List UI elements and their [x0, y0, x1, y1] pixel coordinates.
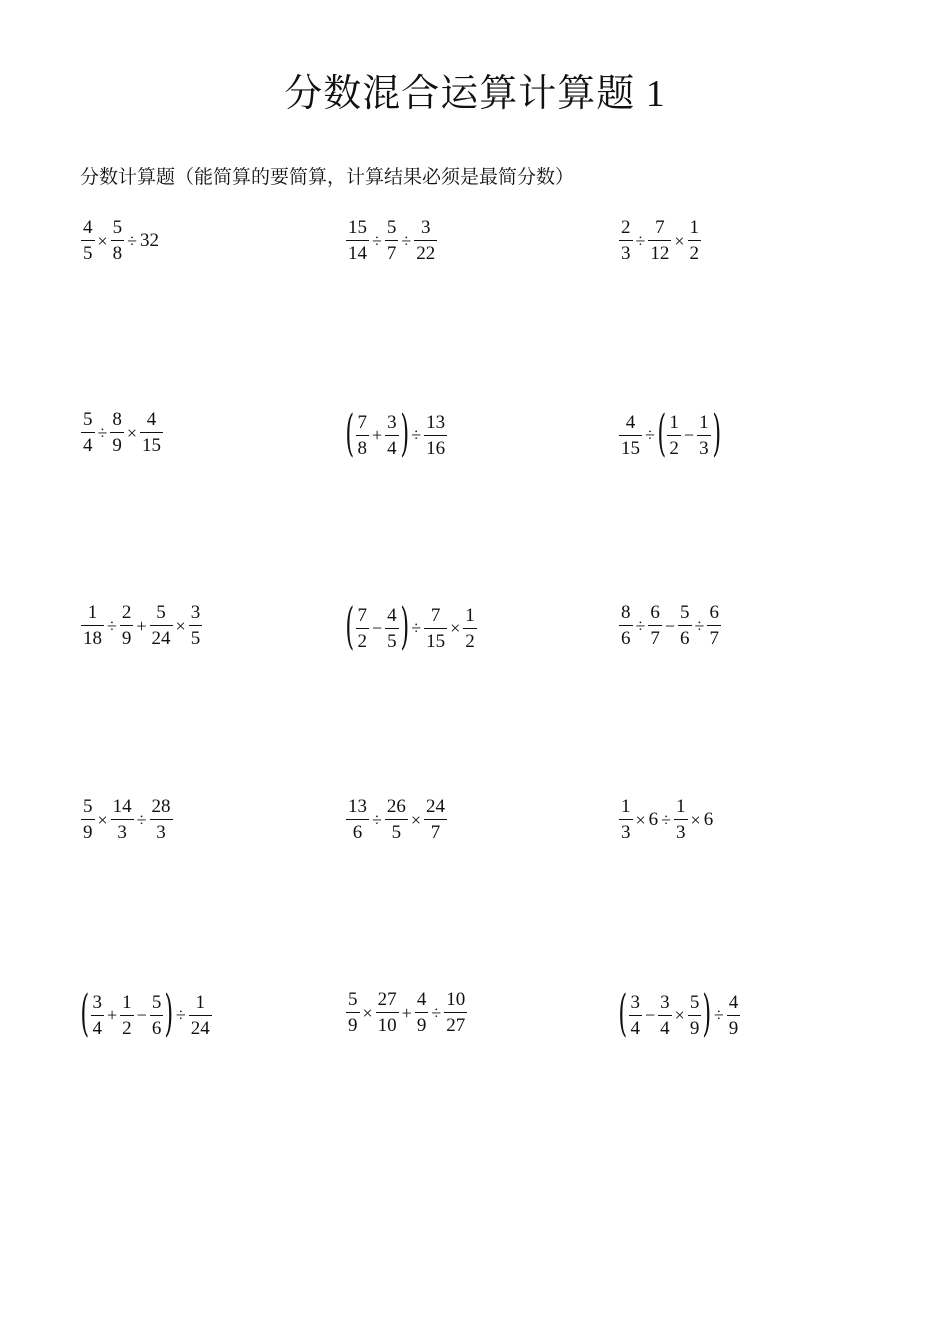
left-paren: (	[345, 597, 355, 655]
plus-sign: +	[401, 1002, 412, 1023]
denominator: 7	[650, 628, 660, 649]
page-title: 分数混合运算计算题 1	[284, 73, 666, 115]
numerator: 6	[709, 602, 719, 623]
denominator: 5	[83, 243, 93, 264]
right-paren: )	[702, 984, 712, 1042]
fraction	[189, 993, 212, 1038]
numerator: 5	[151, 991, 162, 1013]
numerator: 1	[195, 991, 205, 1013]
numerator: 27	[377, 989, 397, 1010]
numerator: 13	[426, 411, 446, 433]
numerator: 8	[621, 602, 631, 623]
numerator: 5	[348, 989, 358, 1010]
numerator: 5	[689, 991, 700, 1013]
denominator: 4	[92, 1017, 103, 1039]
denominator: 15	[621, 437, 640, 459]
fraction	[81, 218, 95, 263]
fraction	[140, 410, 163, 455]
divide-sign: ÷	[372, 809, 382, 830]
fraction	[385, 606, 399, 651]
problem-r2-c1	[80, 410, 164, 455]
problem-r2-c2	[345, 404, 448, 462]
numerator: 1	[669, 411, 679, 433]
denominator: 8	[112, 243, 123, 264]
fraction	[697, 413, 711, 458]
denominator: 4	[630, 1017, 641, 1039]
divide-sign: ÷	[175, 1005, 186, 1025]
numerator: 1	[699, 411, 709, 433]
problem-r5-c3	[618, 984, 741, 1042]
divide-sign: ÷	[411, 425, 422, 445]
numerator: 3	[92, 991, 103, 1013]
numerator: 8	[112, 409, 122, 430]
fraction	[81, 410, 95, 455]
denominator: 7	[430, 822, 441, 843]
denominator: 24	[151, 628, 171, 649]
denominator: 2	[357, 630, 368, 652]
left-paren: (	[618, 984, 628, 1042]
denominator: 4	[83, 435, 93, 456]
denominator: 2	[122, 1017, 132, 1039]
problem-r4-c3	[618, 797, 714, 842]
denominator: 4	[660, 1017, 670, 1039]
numerator: 4	[625, 411, 636, 433]
fraction	[619, 603, 633, 648]
denominator: 5	[190, 628, 201, 649]
numerator: 13	[348, 796, 367, 817]
denominator: 4	[387, 437, 397, 459]
fraction	[619, 218, 633, 263]
fraction	[688, 218, 702, 263]
numerator: 3	[660, 991, 670, 1013]
numerator: 5	[112, 217, 123, 238]
instruction-text: 分数计算题（能简算的要简算，计算结果必须是最简分数）	[80, 167, 575, 188]
numerator: 3	[421, 217, 431, 238]
left-paren: (	[657, 404, 667, 462]
fraction	[688, 993, 702, 1038]
denominator: 27	[446, 1015, 466, 1036]
divide-sign: ÷	[645, 425, 655, 445]
fraction	[385, 413, 399, 458]
fraction	[648, 603, 662, 648]
denominator: 18	[83, 628, 102, 649]
fraction	[346, 218, 369, 263]
fraction	[91, 993, 105, 1038]
denominator: 3	[676, 822, 686, 843]
denominator: 22	[416, 243, 436, 264]
fraction	[648, 218, 671, 263]
denominator: 6	[680, 628, 690, 649]
minus-sign: −	[683, 425, 695, 445]
numerator: 7	[430, 604, 441, 626]
denominator: 9	[83, 822, 93, 843]
denominator: 7	[709, 628, 719, 649]
denominator: 10	[377, 1015, 397, 1036]
integer: 6	[648, 809, 659, 830]
numerator: 4	[83, 217, 93, 238]
fraction	[111, 218, 125, 263]
times-sign: ×	[635, 809, 646, 830]
denominator: 5	[391, 822, 402, 843]
minus-sign: −	[645, 1005, 656, 1025]
denominator: 2	[689, 243, 700, 264]
fraction	[619, 413, 642, 458]
denominator: 5	[387, 630, 397, 652]
problem-r4-c2	[345, 797, 448, 842]
fraction	[385, 218, 399, 263]
numerator: 4	[728, 991, 739, 1013]
divide-sign: ÷	[411, 618, 422, 638]
integer: 6	[703, 809, 714, 830]
divide-sign: ÷	[127, 230, 138, 251]
numerator: 1	[122, 991, 132, 1013]
fraction	[463, 606, 477, 651]
numerator: 1	[689, 217, 700, 238]
fraction	[619, 797, 633, 842]
fraction	[707, 603, 721, 648]
denominator: 3	[156, 822, 166, 843]
denominator: 9	[112, 435, 122, 456]
denominator: 15	[142, 435, 162, 456]
minus-sign: −	[664, 615, 676, 636]
denominator: 2	[465, 630, 475, 652]
numerator: 15	[348, 217, 367, 238]
fraction	[376, 990, 399, 1035]
times-sign: ×	[97, 809, 108, 830]
denominator: 15	[426, 630, 446, 652]
divide-sign: ÷	[372, 230, 382, 251]
problem-r5-c2	[345, 990, 468, 1035]
denominator: 9	[728, 1017, 739, 1039]
numerator: 5	[156, 602, 166, 623]
numerator: 5	[83, 796, 93, 817]
divide-sign: ÷	[107, 615, 117, 636]
fraction	[346, 797, 369, 842]
numerator: 2	[621, 217, 631, 238]
numerator: 7	[655, 217, 665, 238]
problem-r3-c1	[80, 603, 203, 648]
divide-sign: ÷	[694, 615, 705, 636]
denominator: 3	[117, 822, 127, 843]
numerator: 3	[387, 411, 397, 433]
right-paren: )	[164, 984, 174, 1042]
fraction	[356, 413, 370, 458]
denominator: 8	[357, 437, 368, 459]
times-sign: ×	[126, 422, 138, 443]
fraction	[415, 990, 429, 1035]
divide-sign: ÷	[431, 1002, 442, 1023]
denominator: 16	[426, 437, 446, 459]
fraction	[150, 603, 173, 648]
numerator: 7	[357, 411, 368, 433]
fraction	[629, 993, 643, 1038]
numerator: 7	[357, 604, 368, 626]
fraction	[110, 410, 124, 455]
divide-sign: ÷	[635, 230, 646, 251]
denominator: 12	[650, 243, 670, 264]
denominator: 3	[699, 437, 709, 459]
numerator: 4	[146, 409, 157, 430]
fraction	[674, 797, 688, 842]
numerator: 26	[386, 796, 406, 817]
problem-r1-c1	[80, 218, 160, 263]
times-sign: ×	[362, 1002, 373, 1023]
numerator: 6	[650, 602, 660, 623]
numerator: 1	[621, 796, 631, 817]
times-sign: ×	[450, 618, 461, 638]
times-sign: ×	[674, 230, 685, 251]
numerator: 24	[426, 796, 446, 817]
numerator: 1	[676, 796, 686, 817]
fraction	[111, 797, 134, 842]
divide-sign: ÷	[713, 1005, 724, 1025]
times-sign: ×	[410, 809, 422, 830]
problem-r4-c1	[80, 797, 174, 842]
times-sign: ×	[175, 615, 186, 636]
fraction	[385, 797, 408, 842]
fraction	[658, 993, 672, 1038]
problem-r1-c2	[345, 218, 438, 263]
numerator: 1	[465, 604, 475, 626]
minus-sign: −	[372, 618, 383, 638]
fraction	[150, 993, 164, 1038]
right-paren: )	[711, 404, 721, 462]
plus-sign: +	[107, 1005, 118, 1025]
denominator: 9	[416, 1015, 427, 1036]
divide-sign: ÷	[635, 615, 646, 636]
numerator: 14	[112, 796, 132, 817]
denominator: 7	[386, 243, 397, 264]
divide-sign: ÷	[136, 809, 147, 830]
denominator: 3	[621, 243, 631, 264]
right-paren: )	[400, 597, 409, 655]
fraction	[424, 413, 447, 458]
numerator: 3	[190, 602, 201, 623]
plus-sign: +	[372, 425, 383, 445]
numerator: 4	[416, 989, 427, 1010]
fraction	[189, 603, 203, 648]
denominator: 6	[621, 628, 631, 649]
denominator: 9	[121, 628, 132, 649]
fraction	[414, 218, 437, 263]
fraction	[424, 797, 447, 842]
fraction	[727, 993, 741, 1038]
problem-r2-c3	[618, 404, 721, 462]
numerator: 5	[386, 217, 397, 238]
denominator: 3	[621, 822, 631, 843]
fraction	[346, 990, 360, 1035]
denominator: 24	[190, 1017, 210, 1039]
problem-r3-c2	[345, 597, 478, 655]
problem-r3-c3	[618, 603, 722, 648]
numerator: 4	[387, 604, 397, 626]
fraction	[444, 990, 467, 1035]
fraction	[678, 603, 692, 648]
divide-sign: ÷	[97, 422, 108, 443]
numerator: 5	[83, 409, 93, 430]
numerator: 2	[121, 602, 132, 623]
divide-sign: ÷	[401, 230, 412, 251]
divide-sign: ÷	[661, 809, 672, 830]
numerator: 3	[630, 991, 641, 1013]
right-paren: )	[400, 404, 409, 462]
denominator: 2	[669, 437, 679, 459]
fraction	[120, 993, 134, 1038]
times-sign: ×	[97, 230, 108, 251]
fraction	[667, 413, 681, 458]
numerator: 1	[87, 602, 98, 623]
numerator: 28	[151, 796, 171, 817]
integer: 32	[140, 230, 160, 251]
times-sign: ×	[674, 1005, 685, 1025]
left-paren: (	[345, 404, 355, 462]
fraction	[81, 797, 95, 842]
plus-sign: +	[136, 615, 147, 636]
minus-sign: −	[136, 1005, 147, 1025]
fraction	[150, 797, 173, 842]
fraction	[424, 606, 447, 651]
problem-r5-c1	[80, 984, 213, 1042]
fraction	[81, 603, 104, 648]
numerator: 5	[680, 602, 690, 623]
left-paren: (	[80, 984, 90, 1042]
denominator: 6	[352, 822, 363, 843]
numerator: 10	[446, 989, 466, 1010]
times-sign: ×	[690, 809, 701, 830]
fraction	[120, 603, 134, 648]
denominator: 9	[689, 1017, 700, 1039]
denominator: 9	[348, 1015, 358, 1036]
fraction	[356, 606, 370, 651]
denominator: 6	[151, 1017, 162, 1039]
denominator: 14	[348, 243, 367, 264]
problem-r1-c3	[618, 218, 702, 263]
